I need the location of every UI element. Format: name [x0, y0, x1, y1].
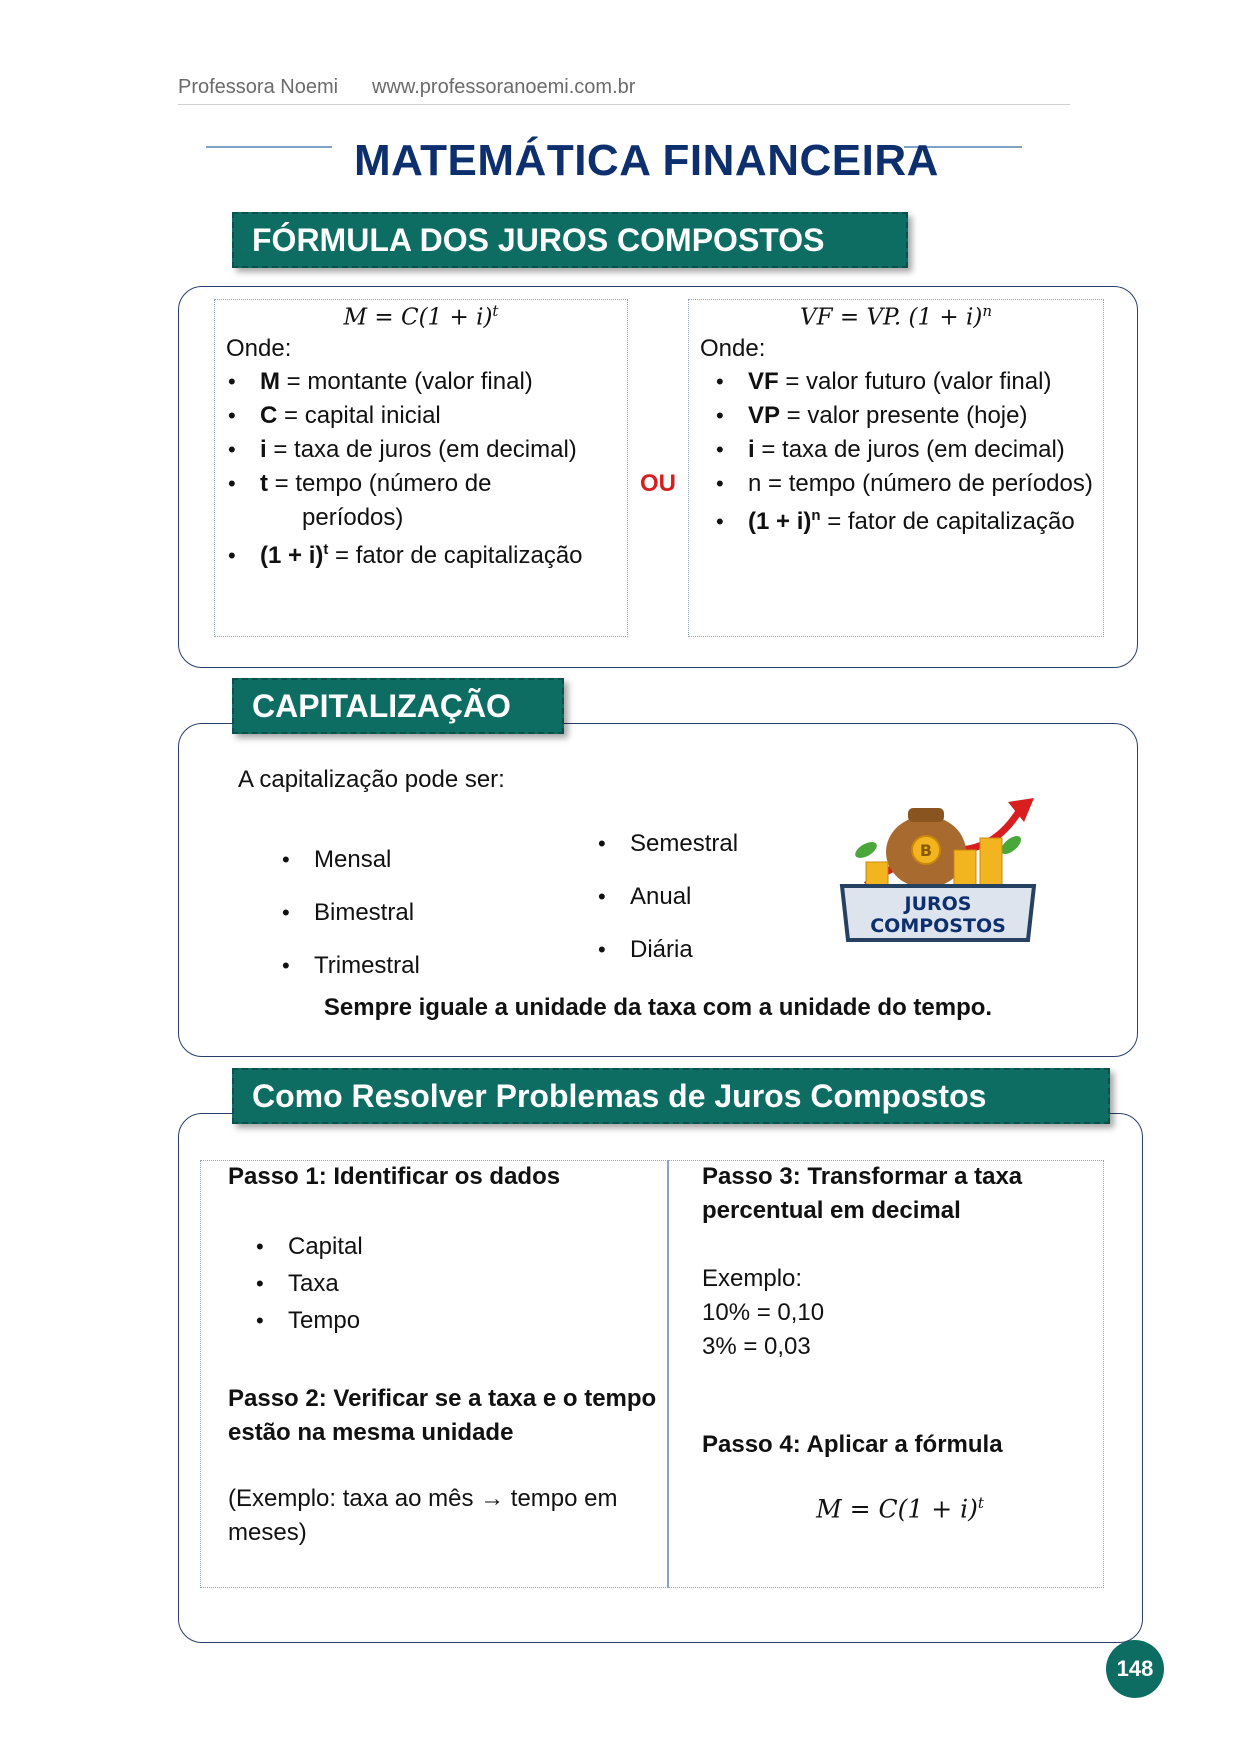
header-divider [178, 104, 1070, 105]
capitalizacao-list-2 [630, 817, 738, 976]
list-item: • $(1 + i)^n$ = fator de capitalização [748, 505, 1098, 539]
list-item: • Capital [288, 1228, 363, 1265]
variable-list-right [748, 365, 1098, 539]
onde-label-right: Onde: [700, 335, 766, 362]
step2-example: (Exemplo: taxa ao mês → tempo em meses) [228, 1485, 618, 1546]
page-title: MATEMÁTICA FINANCEIRA [354, 136, 939, 185]
step1-list [288, 1228, 363, 1339]
header-author: Professora Noemi [178, 76, 339, 98]
capitalizacao-list-1 [314, 833, 420, 992]
section-banner-capitalizacao: CAPITALIZAÇÃO [232, 678, 564, 734]
juros-compostos-badge-image [836, 790, 1040, 948]
list-item: • Taxa [288, 1265, 363, 1302]
step3-title: Passo 3: Transformar a taxa percentual em decimal [702, 1163, 1023, 1224]
step4-formula: $M = C(1 + i)^t$ [816, 1494, 984, 1524]
capitalizacao-note: Sempre iguale a unidade da taxa com a unidade do tempo. [323, 994, 993, 1021]
step3-examples [702, 1262, 824, 1364]
list-item: • $(1 + i)^t$ = fator de capitalização [260, 539, 620, 573]
section-banner-steps: Como Resolver Problemas de Juros Compostos [232, 1068, 1110, 1124]
list-item: • M = montante (valor final) [260, 365, 620, 399]
onde-label-left: Onde: [226, 335, 292, 362]
title-line-left [206, 146, 332, 148]
list-item: • Bimestral [314, 886, 420, 939]
badge-text-line1: JUROS [904, 893, 972, 915]
leaf-icon [853, 839, 880, 861]
steps-grid-divider [667, 1160, 669, 1588]
list-item: • VF = valor futuro (valor final) [748, 365, 1098, 399]
capitalizacao-intro: A capitalização pode ser: [238, 766, 505, 793]
list-item: • Tempo [288, 1302, 363, 1339]
list-item: • Mensal [314, 833, 420, 886]
list-item: • i = taxa de juros (em decimal) [748, 433, 1098, 467]
formula-montante: $M = C(1 + i)^t$ [343, 302, 499, 331]
badge-text-line2: COMPOSTOS [870, 915, 1006, 937]
formula-valor-futuro: VF = VP. $(1 + i)^n$ [799, 302, 992, 331]
section-banner-formula: FÓRMULA DOS JUROS COMPOSTOS [232, 212, 908, 268]
list-item: • Trimestral [314, 939, 420, 992]
svg-text:B: B [919, 841, 933, 860]
list-item: • Anual [630, 870, 738, 923]
example-label: Exemplo: [702, 1265, 803, 1292]
list-item: • Semestral [630, 817, 738, 870]
list-item: • Diária [630, 923, 738, 976]
list-item: • n = tempo (número de períodos) [748, 467, 1098, 501]
variable-list-left [260, 365, 620, 573]
list-item: • VP = valor presente (hoje) [748, 399, 1098, 433]
list-item: • t = tempo (número de períodos) [260, 467, 620, 535]
coin-stack-icon [954, 850, 976, 888]
list-item: • i = taxa de juros (em decimal) [260, 433, 620, 467]
coin-stack-icon [980, 838, 1002, 888]
example-value: 10% = 0,10 [702, 1299, 825, 1326]
example-value: 3% = 0,03 [702, 1333, 811, 1360]
step1-title: Passo 1: Identificar os dados [228, 1163, 561, 1190]
list-item: • C = capital inicial [260, 399, 620, 433]
step2-title: Passo 2: Verificar se a taxa e o tempo estão na mesma unidade [228, 1385, 657, 1446]
step4-title: Passo 4: Aplicar a fórmula [702, 1431, 1003, 1458]
or-label: OU [640, 470, 676, 497]
page-number: 148 [1106, 1640, 1164, 1698]
header-website[interactable]: www.professoranoemi.com.br [372, 76, 636, 98]
